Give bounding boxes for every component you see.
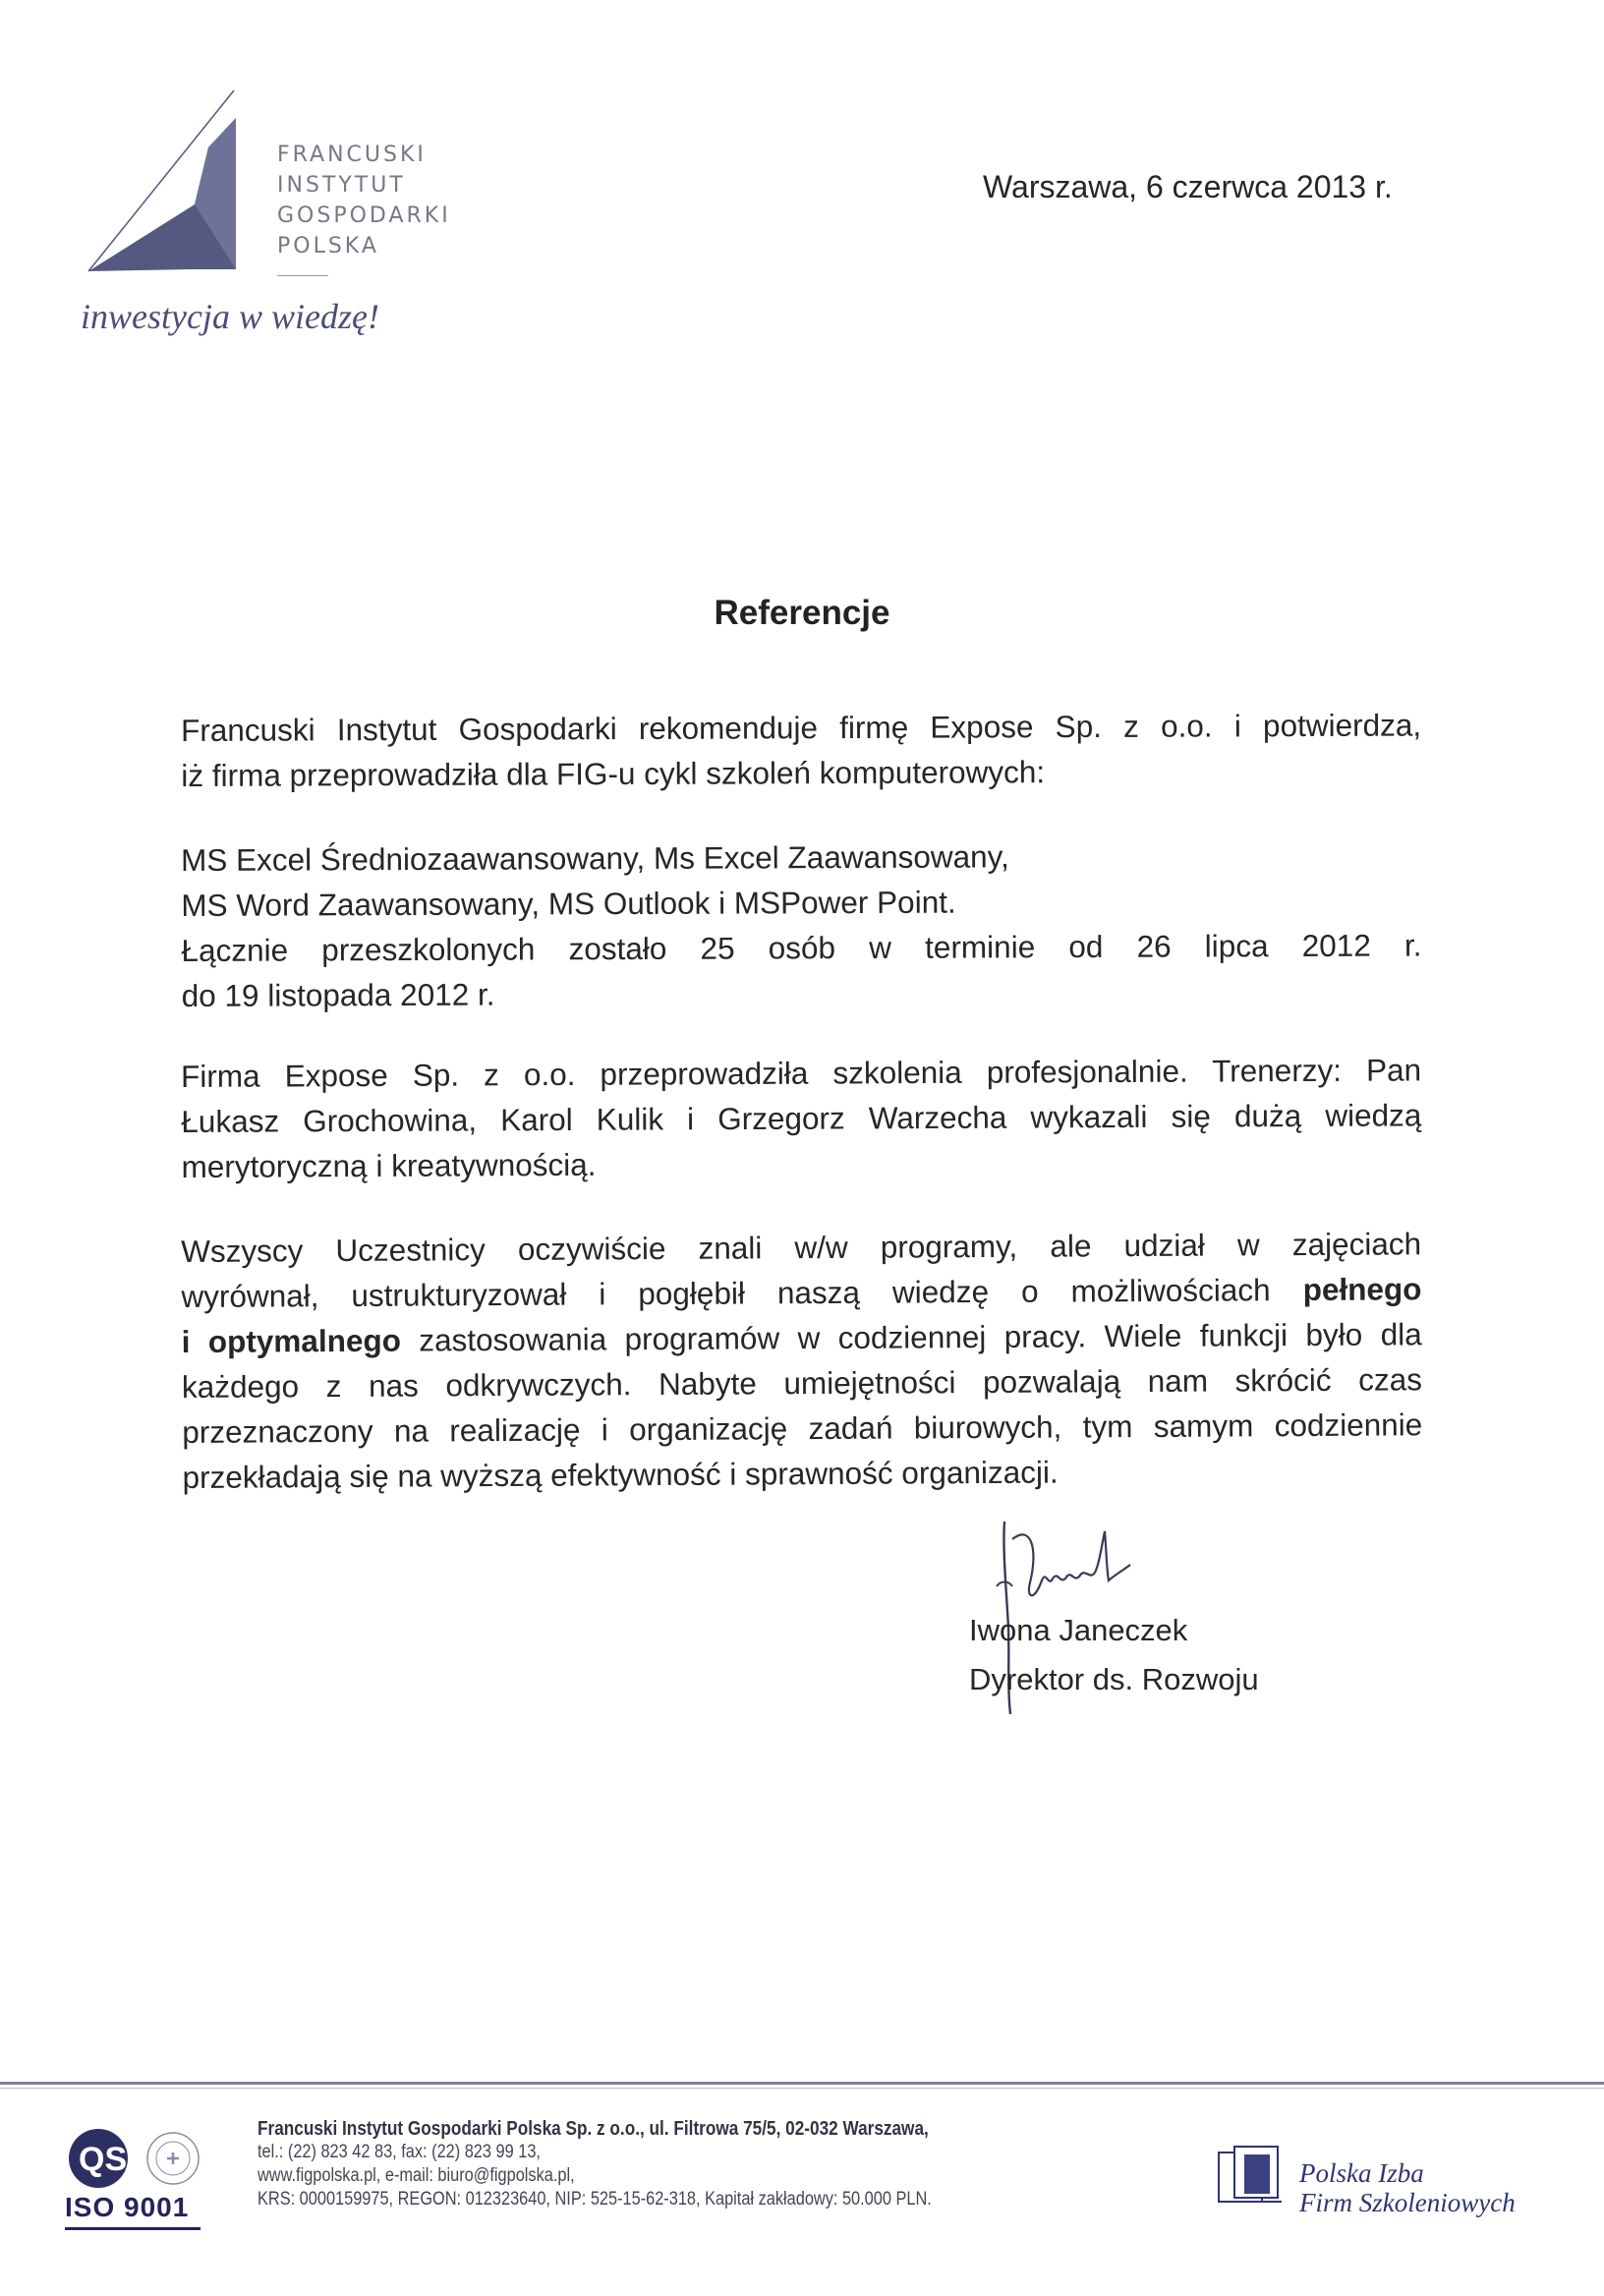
pifs-line: Polska Izba — [1299, 2158, 1424, 2188]
page-title: Referencje — [714, 594, 890, 632]
text-line: przeznaczony na realizację i organizację zadań biurowych, tym samym codziennie — [182, 1406, 1423, 1450]
text-line: MS Word Zaawansowany, MS Outlook i MSPower Point. — [181, 884, 956, 923]
text-line: Francuski Instytut Gospodarki rekomenduje firmę Expose Sp. z o.o. i potwierdza, — [181, 707, 1422, 748]
org-name-line: GOSPODARKI — [277, 203, 451, 228]
text-line: Łącznie przeszkolonych zostało 25 osób w terminie od 26 lipca 2012 r. — [181, 927, 1422, 968]
bold-text: i optymalnego — [181, 1322, 401, 1359]
company-phone: tel.: (22) 823 42 83, fax: (22) 823 99 13, — [258, 2142, 541, 2162]
iso-underline — [65, 2227, 200, 2230]
pifs-line: Firm Szkoleniowych — [1299, 2188, 1516, 2217]
signatory-block — [969, 1606, 1259, 1704]
paragraph-evaluation — [181, 1221, 1423, 1500]
org-name-line: POLSKA — [277, 234, 379, 258]
text-line — [182, 1311, 1422, 1364]
text-segment: zastosowania programów w codziennej pracy. Wiele funkcji było dla — [419, 1316, 1422, 1358]
bold-text: pełnego — [1302, 1271, 1422, 1308]
text-line: iż firma przeprowadziła dla FIG-u cykl szkoleń komputerowych: — [181, 754, 1046, 793]
org-name-line: INSTYTUT — [277, 173, 406, 198]
signatory-role: Dyrektor ds. Rozwoju — [969, 1662, 1259, 1696]
text-line: Wszyscy Uczestnicy oczywiście znali w/w programy, ale udział w zajęciach — [181, 1226, 1422, 1269]
text-line: Firma Expose Sp. z o.o. przeprowadziła szkolenia profesjonalnie. Trenerzy: Pan — [181, 1052, 1422, 1094]
svg-text:QS: QS — [79, 2141, 128, 2178]
pifs-book-icon — [1215, 2145, 1286, 2206]
text-line: każdego z nas odkrywczych. Nabyte umiejętności pozwalają nam skrócić czas — [181, 1361, 1423, 1405]
org-name-line: FRANCUSKI — [277, 143, 427, 167]
footer-divider — [0, 2082, 1604, 2085]
fig-logo-icon — [79, 86, 246, 283]
company-web: www.figpolska.pl, e-mail: biuro@figpolska.pl, — [258, 2165, 575, 2186]
text-segment: wyrównał, ustrukturyzował i pogłębił naszą wiedzę o możliwościach — [181, 1272, 1271, 1314]
tagline — [79, 287, 452, 346]
text-line: merytoryczną i kreatywnością. — [181, 1146, 597, 1184]
text-line — [181, 1266, 1421, 1319]
signatory-name: Iwona Janeczek — [969, 1613, 1188, 1647]
footer-divider-thin — [0, 2088, 1604, 2089]
text-line: MS Excel Średniozaawansowany, Ms Excel Zaawansowany, — [181, 838, 1009, 878]
pifs-membership — [1299, 2158, 1516, 2217]
text-line: Łukasz Grochowina, Karol Kulik i Grzegorz Warzecha wykazali się dużą wiedzą — [181, 1097, 1422, 1139]
tagline-text: inwestycja w wiedzę! — [81, 297, 379, 336]
company-address: Francuski Instytut Gospodarki Polska Sp. z o.o., ul. Filtrowa 75/5, 02-032 Warszawa, — [258, 2118, 929, 2140]
paragraph-courses — [181, 832, 1422, 1018]
paragraph-intro — [181, 702, 1421, 798]
letter-date: Warszawa, 6 czerwca 2013 r. — [983, 169, 1393, 204]
company-registration: KRS: 0000159975, REGON: 012323640, NIP: 525-15-62-318, Kapitał zakładowy: 50.000 PLN. — [258, 2189, 932, 2210]
text-line: do 19 listopada 2012 r. — [181, 976, 495, 1013]
text-line: przekładają się na wyższą efektywność i sprawność organizacji. — [182, 1454, 1059, 1495]
paragraph-trainers — [181, 1047, 1422, 1189]
logo-rule — [277, 275, 328, 276]
iso-label: ISO 9001 — [65, 2192, 190, 2222]
org-name-block — [277, 140, 451, 261]
company-details — [258, 2117, 932, 2211]
